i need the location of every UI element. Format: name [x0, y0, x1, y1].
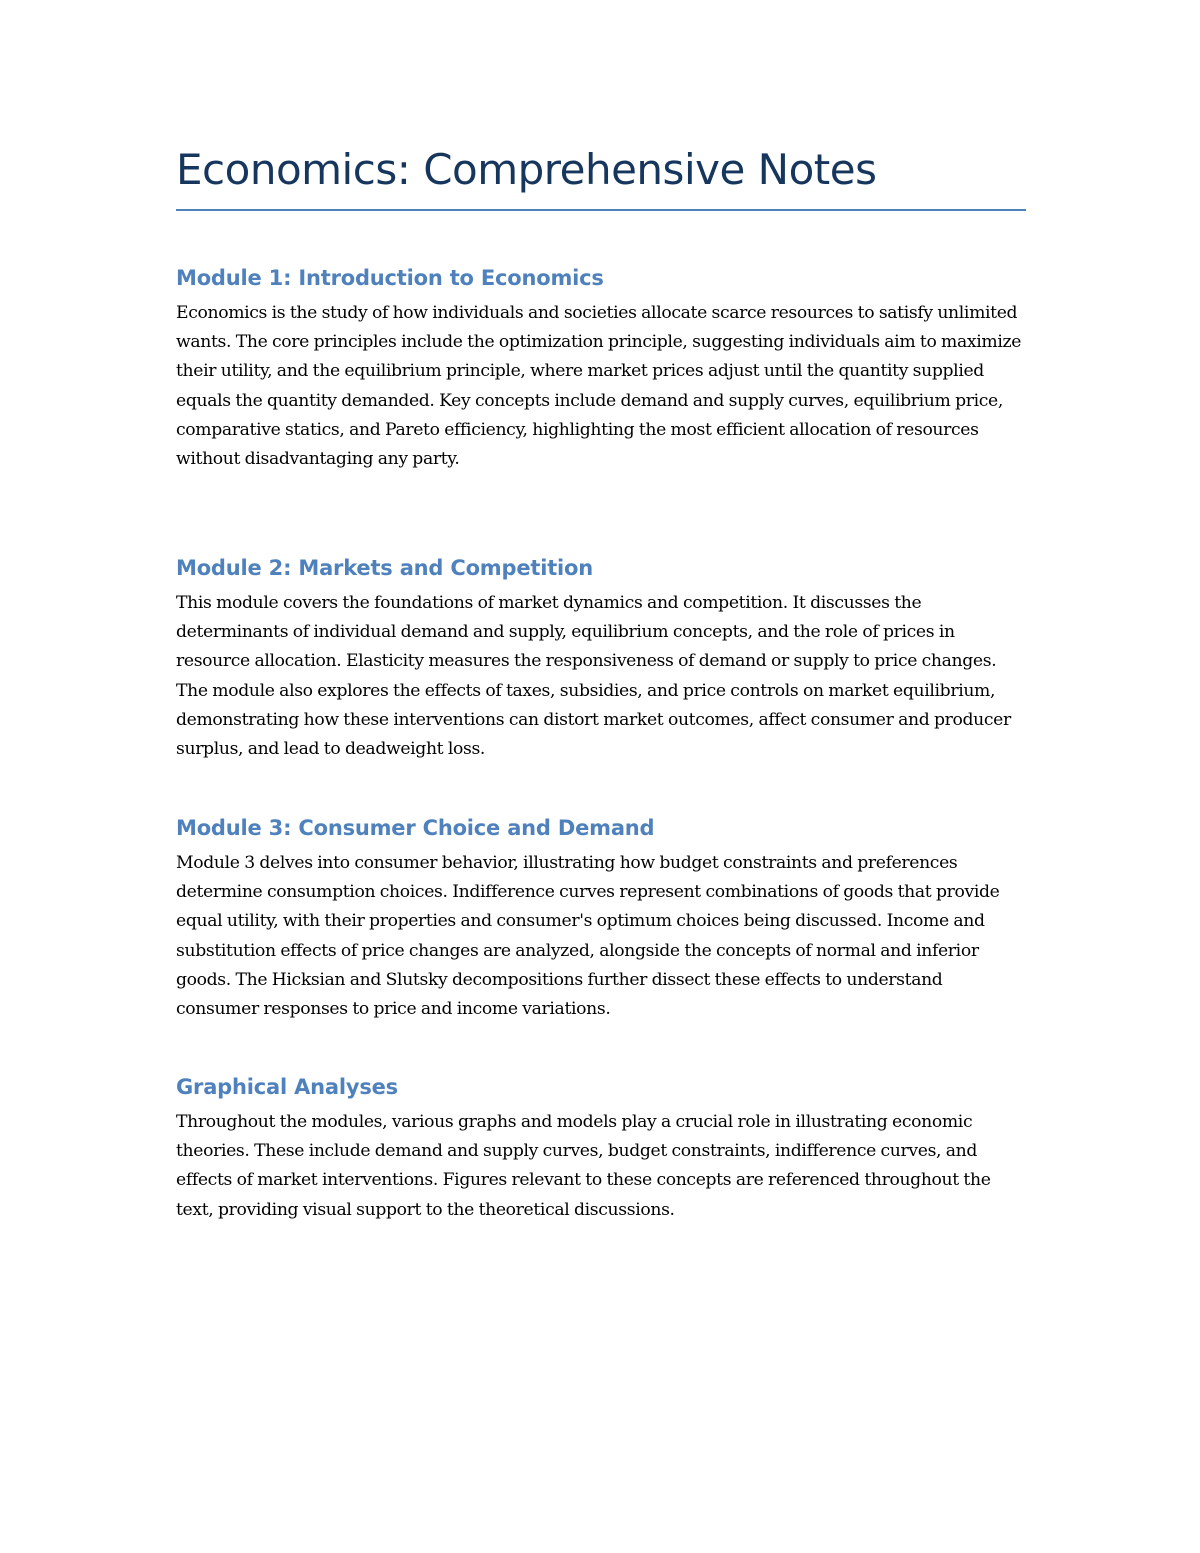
- section-graphical-analyses: [176, 1072, 1026, 1225]
- section-module-3: [176, 813, 1026, 1024]
- section-heading: Module 1: Introduction to Economics: [176, 266, 604, 290]
- document-title: Economics: Comprehensive Notes: [176, 145, 877, 194]
- title-underline: [176, 209, 1026, 211]
- section-heading: Module 2: Markets and Competition: [176, 556, 594, 580]
- section-module-1: [176, 263, 1026, 474]
- section-body: This module covers the foundations of market dynamics and competition. It discusses the determinants of individual demand and supply, equilibrium concepts, and the role of prices in resource allocation. Elasticity measures the responsiveness of demand or supply to price changes. The module also explores the effects of taxes, subsidies, and price controls on market equilibrium, demonstrating how these interventions can distort market outcomes, affect consumer and producer surplus, and lead to deadweight loss.: [176, 593, 1011, 760]
- section-body: Module 3 delves into consumer behavior, illustrating how budget constraints and preferences determine consumption choices. Indifference curves represent combinations of goods that provide equal utility, with their properties and consumer's optimum choices being discussed. Income and substitution effects of price changes are analyzed, alongside the concepts of normal and inferior goods. The Hicksian and Slutsky decompositions further dissect these effects to understand consumer responses to price and income variations.: [176, 853, 1000, 1020]
- section-module-2: [176, 553, 1026, 764]
- section-heading: Module 3: Consumer Choice and Demand: [176, 816, 655, 840]
- section-heading: Graphical Analyses: [176, 1075, 398, 1099]
- section-body: Throughout the modules, various graphs and models play a crucial role in illustrating economic theories. These include demand and supply curves, budget constraints, indifference curves, and effects of market interventions. Figures relevant to these concepts are referenced throughout the text, providing visual support to the theoretical discussions.: [176, 1112, 991, 1220]
- section-body: Economics is the study of how individuals and societies allocate scarce resources to satisfy unlimited wants. The core principles include the optimization principle, suggesting individuals aim to maximize their utility, and the equilibrium principle, where market prices adjust until the quantity supplied equals the quantity demanded. Key concepts include demand and supply curves, equilibrium price, comparative statics, and Pareto efficiency, highlighting the most efficient allocation of resources without disadvantaging any party.: [176, 303, 1022, 470]
